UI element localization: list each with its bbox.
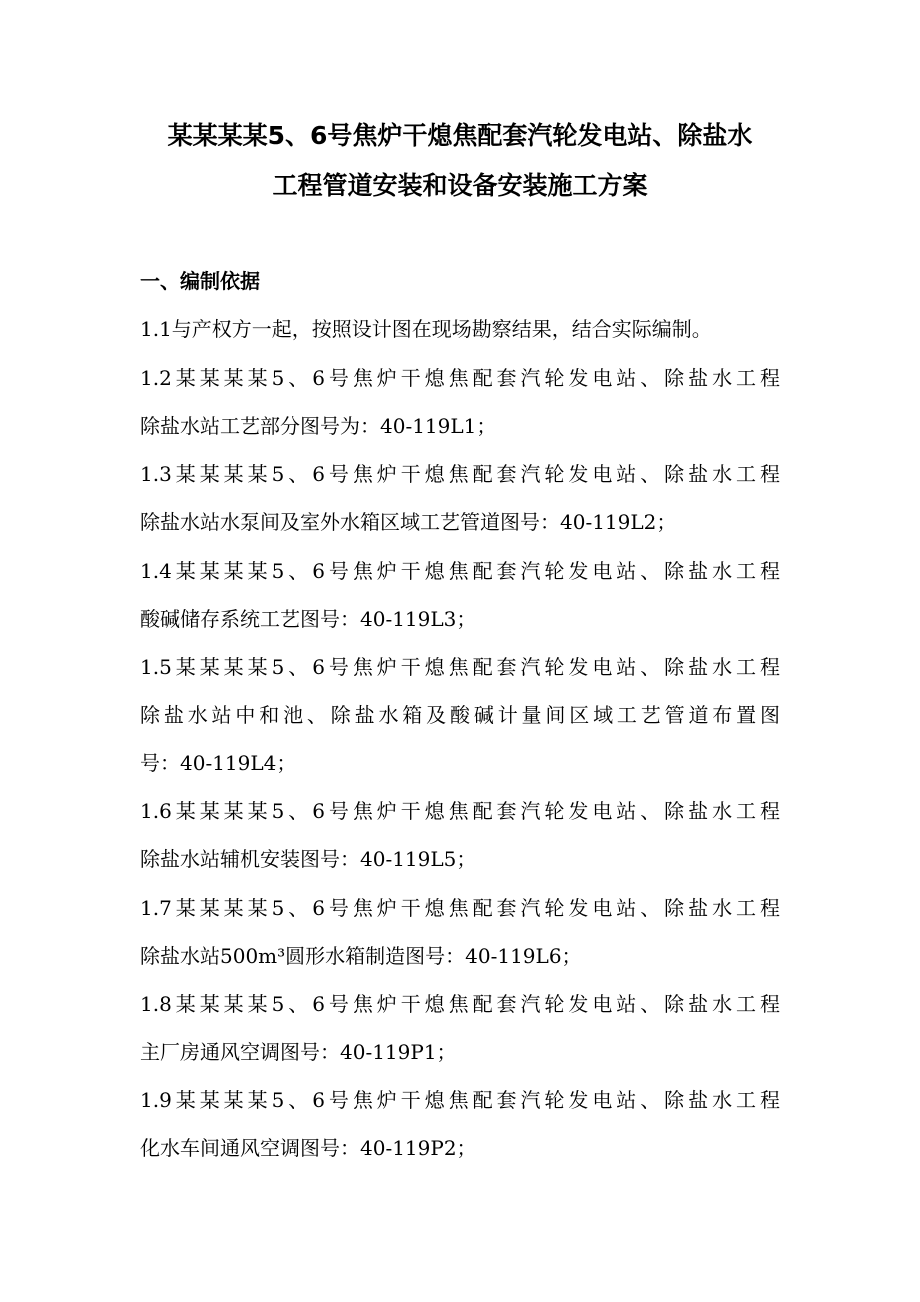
basis-item-1-5-line-1: 1.5某某某某5、6号焦炉干熄焦配套汽轮发电站、除盐水工程 bbox=[140, 655, 780, 679]
basis-item-1-8-line-2: 主厂房通风空调图号：40-119P1； bbox=[140, 1040, 457, 1064]
basis-item-1-9-line-2: 化水车间通风空调图号：40-119P2； bbox=[140, 1136, 477, 1160]
document-title-line-1: 某某某某5、6号焦炉干熄焦配套汽轮发电站、除盐水 bbox=[167, 121, 753, 150]
basis-item-1-4-line-2: 酸碱储存系统工艺图号：40-119L3； bbox=[140, 607, 477, 631]
basis-item-1-2-line-2: 除盐水站工艺部分图号为：40-119L1； bbox=[140, 414, 497, 438]
basis-item-1-5-line-3: 号：40-119L4； bbox=[140, 751, 297, 775]
basis-item-1-6-line-2: 除盐水站辅机安装图号：40-119L5； bbox=[140, 847, 477, 871]
basis-item-1-7-line-1: 1.7某某某某5、6号焦炉干熄焦配套汽轮发电站、除盐水工程 bbox=[140, 896, 780, 920]
basis-item-1-9-line-1: 1.9某某某某5、6号焦炉干熄焦配套汽轮发电站、除盐水工程 bbox=[140, 1088, 780, 1112]
basis-item-1-1-line-1: 1.1与产权方一起，按照设计图在现场勘察结果，结合实际编制。 bbox=[140, 317, 712, 341]
basis-item-1-8-line-1: 1.8某某某某5、6号焦炉干熄焦配套汽轮发电站、除盐水工程 bbox=[140, 992, 780, 1016]
basis-item-1-4-line-1: 1.4某某某某5、6号焦炉干熄焦配套汽轮发电站、除盐水工程 bbox=[140, 559, 780, 583]
basis-item-1-6-line-1: 1.6某某某某5、6号焦炉干熄焦配套汽轮发电站、除盐水工程 bbox=[140, 799, 780, 823]
basis-item-1-2-line-1: 1.2某某某某5、6号焦炉干熄焦配套汽轮发电站、除盐水工程 bbox=[140, 366, 780, 390]
document-title-line-2: 工程管道安装和设备安装施工方案 bbox=[272, 171, 648, 200]
basis-item-1-5-line-2: 除盐水站中和池、除盐水箱及酸碱计量间区域工艺管道布置图 bbox=[140, 703, 780, 727]
basis-item-1-3-line-2: 除盐水站水泵间及室外水箱区域工艺管道图号：40-119L2； bbox=[140, 510, 677, 534]
section-heading-basis: 一、编制依据 bbox=[140, 269, 260, 293]
basis-item-1-3-line-1: 1.3某某某某5、6号焦炉干熄焦配套汽轮发电站、除盐水工程 bbox=[140, 462, 780, 486]
basis-item-1-7-line-2: 除盐水站500m³圆形水箱制造图号：40-119L6； bbox=[140, 944, 582, 968]
